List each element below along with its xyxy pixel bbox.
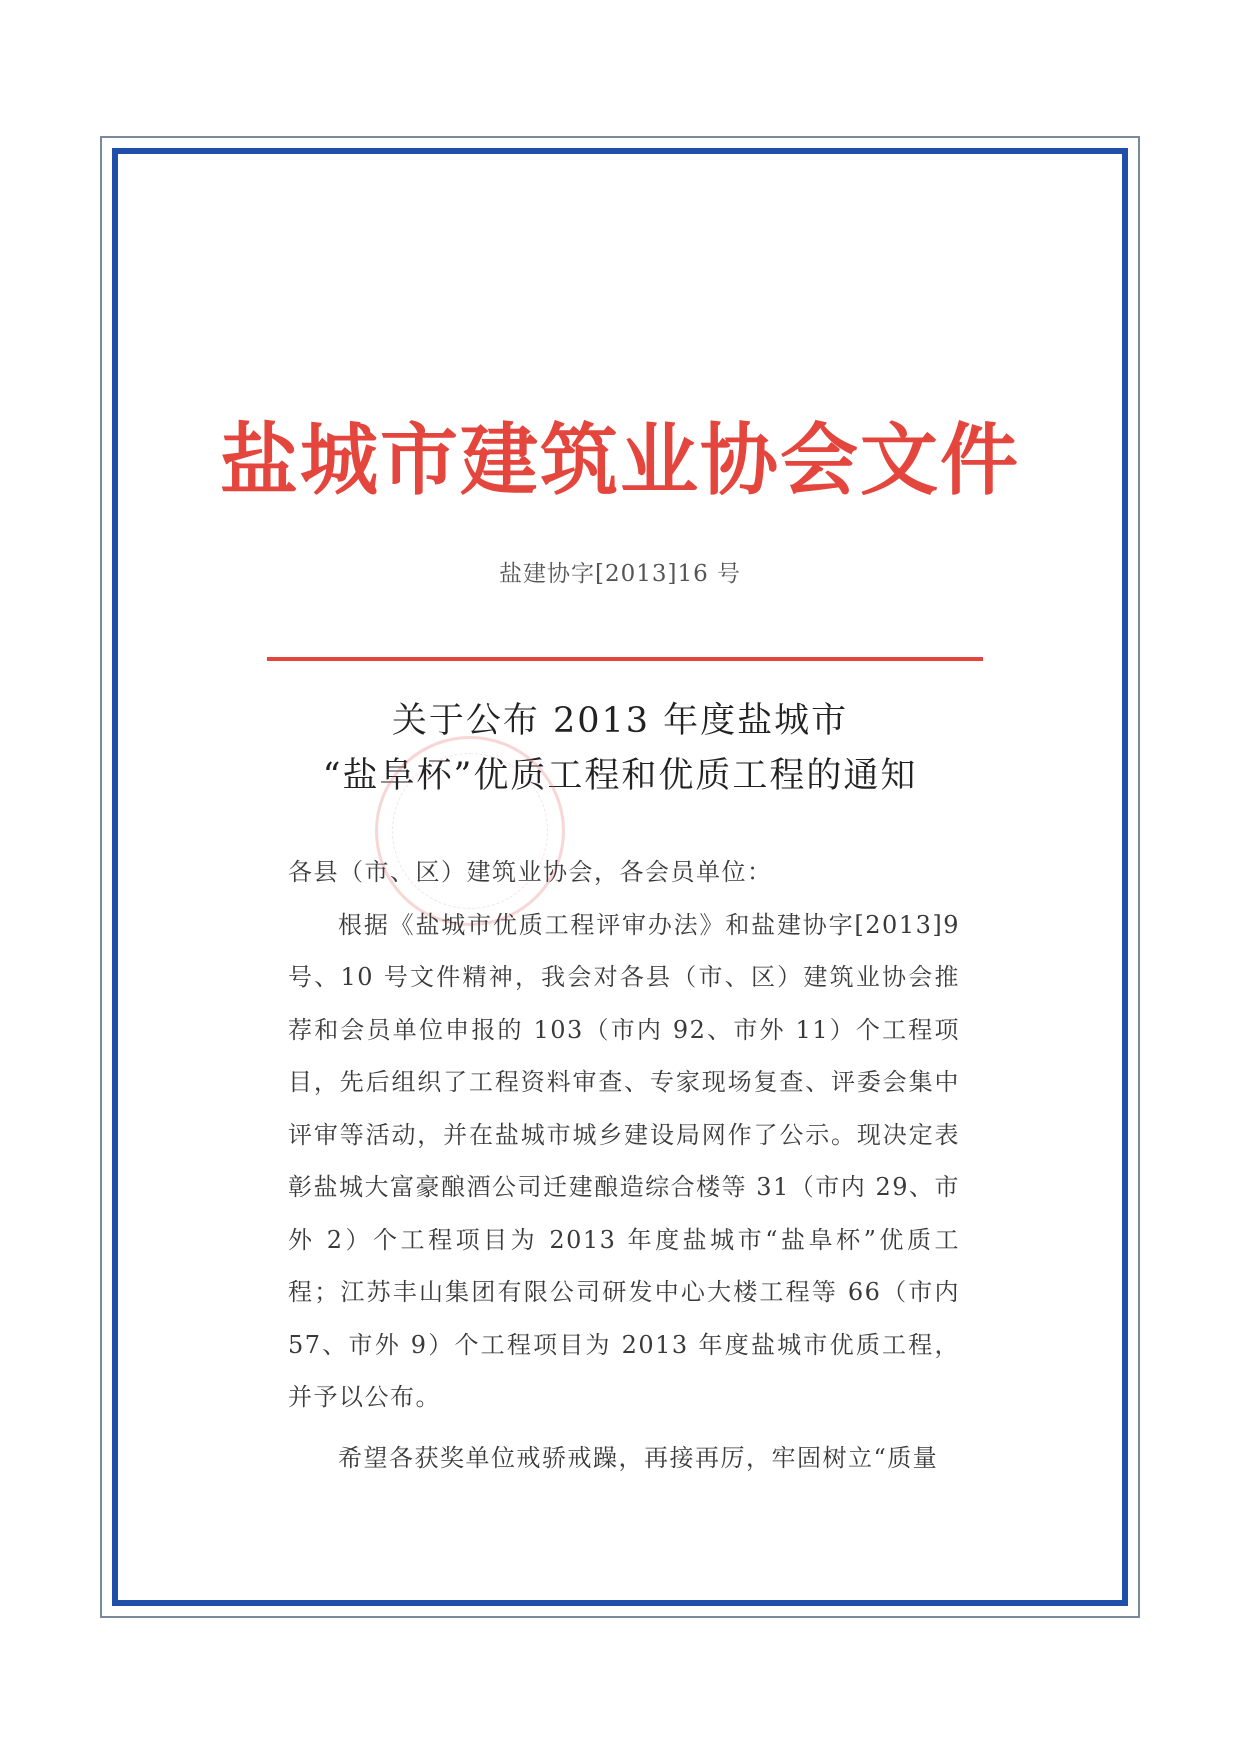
notice-title-line1: 关于公布 2013 年度盐城市 <box>391 701 849 741</box>
document-header-title: 盐城市建筑业协会文件 <box>219 415 1020 506</box>
body-paragraph-2: 希望各获奖单位戒骄戒躁，再接再厉，牢固树立“质量 <box>338 1443 939 1472</box>
notice-body <box>288 846 960 1484</box>
header-divider-line <box>267 657 983 661</box>
document-number: 盐建协字[2013]16 号 <box>498 561 742 587</box>
body-paragraph-1: 根据《盐城市优质工程评审办法》和盐建协字[2013]9 号、10 号文件精神，我会对各县（市、区）建筑业协会推荐和会员单位申报的 103（市内 92、市外 11）个工程项目，先后组织了工程资料审查、专家现场复查、评委会集中评审等活动，并在盐城市城乡建设局网作了公示。现决定表彰盐城大富豪酿酒公司迁建酿造综合楼等 31（市内 29、市外 2）个工程项目为 2013 年度盐城市“盐阜杯”优质工程；江苏丰山集团有限公司研发中心大楼工程等 66（市内 57、市外 9）个工程项目为 2013 年度盐城市优质工程，并予以公布。 <box>288 910 960 1411</box>
notice-title-line2: “盐阜杯”优质工程和优质工程的通知 <box>322 756 918 796</box>
salutation: 各县（市、区）建筑业协会，各会员单位： <box>288 858 773 886</box>
